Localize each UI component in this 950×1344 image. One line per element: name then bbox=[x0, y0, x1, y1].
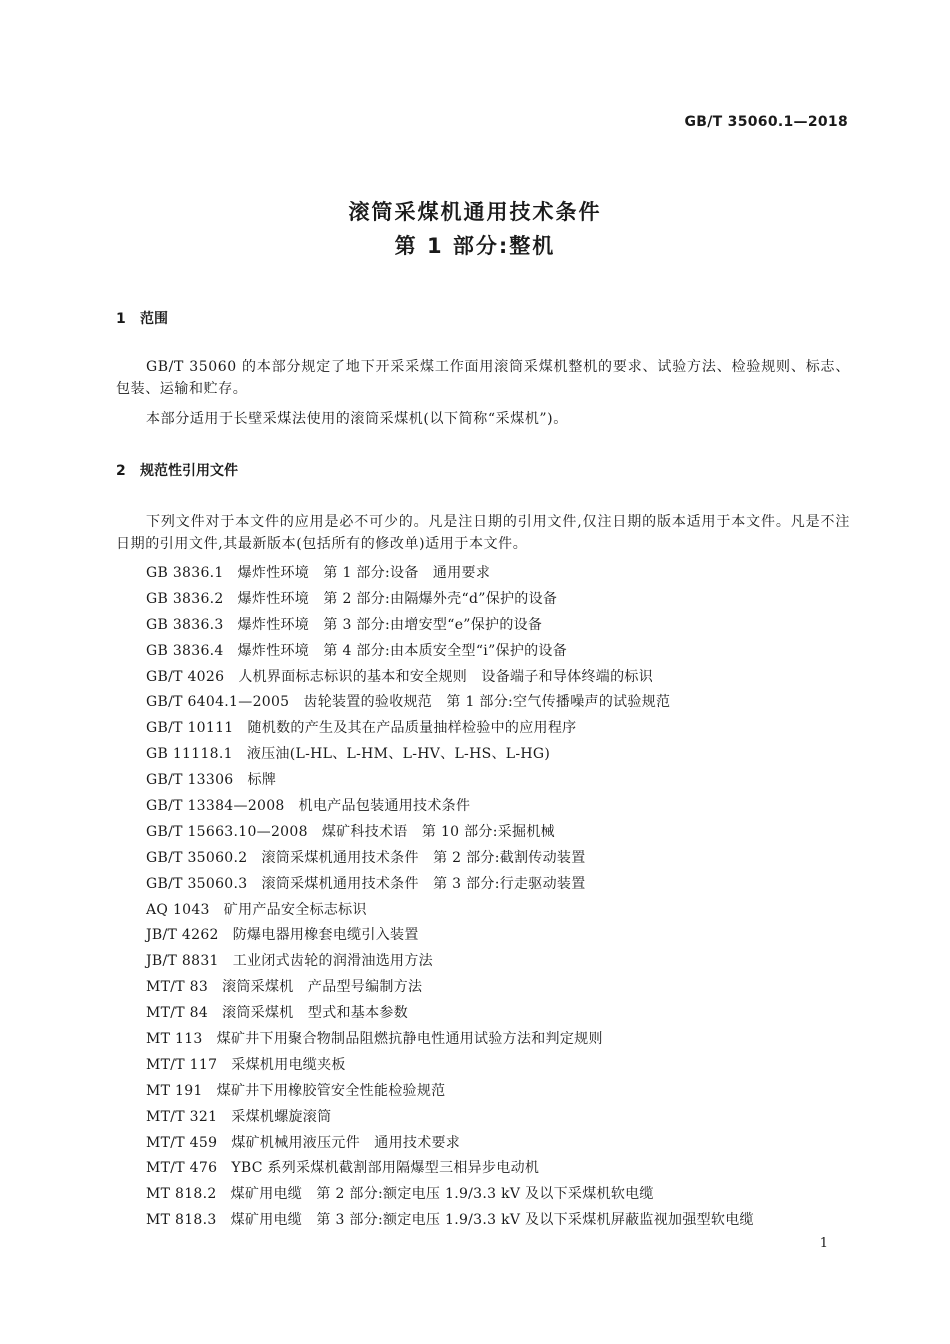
reference-item bbox=[146, 872, 866, 898]
reference-code: MT 818.3 bbox=[146, 1212, 217, 1229]
section-number: 1 bbox=[116, 311, 126, 327]
reference-item bbox=[146, 898, 866, 924]
reference-code: GB 3836.1 bbox=[146, 565, 224, 581]
section-title: 范围 bbox=[140, 311, 168, 327]
reference-code: MT 191 bbox=[146, 1082, 203, 1099]
reference-item bbox=[146, 1182, 866, 1208]
reference-title: 爆炸性环境 第 3 部分:由增安型“e”保护的设备 bbox=[237, 616, 543, 633]
reference-title: 爆炸性环境 第 1 部分:设备 通用要求 bbox=[237, 565, 491, 581]
reference-code: GB/T 13384—2008 bbox=[146, 798, 285, 815]
section-heading-scope bbox=[116, 308, 168, 328]
reference-title: 滚筒采煤机 型式和基本参数 bbox=[222, 1005, 408, 1022]
reference-item bbox=[146, 1105, 866, 1131]
reference-code: GB 3836.3 bbox=[146, 616, 224, 633]
reference-code: MT 113 bbox=[146, 1031, 203, 1048]
reference-code: GB 3836.2 bbox=[146, 590, 224, 607]
reference-title: 采煤机用电缆夹板 bbox=[231, 1056, 346, 1073]
reference-title: 采煤机螺旋滚筒 bbox=[231, 1108, 332, 1125]
reference-item bbox=[146, 1001, 866, 1027]
reference-title: 工业闭式齿轮的润滑油选用方法 bbox=[232, 953, 433, 970]
reference-title: 煤矿科技术语 第 10 部分:采掘机械 bbox=[321, 823, 555, 840]
reference-code: MT/T 476 bbox=[146, 1160, 218, 1177]
reference-title: 滚筒采煤机 产品型号编制方法 bbox=[222, 979, 423, 996]
reference-item bbox=[146, 1156, 866, 1182]
reference-title: 矿用产品安全标志标识 bbox=[223, 901, 367, 918]
reference-title: 煤矿用电缆 第 3 部分:额定电压 1.9/3.3 kV 及以下采煤机屏蔽监视加强型软电缆 bbox=[230, 1212, 754, 1229]
reference-code: GB/T 4026 bbox=[146, 668, 225, 685]
reference-title: 齿轮装置的验收规范 第 1 部分:空气传播噪声的试验规范 bbox=[303, 694, 671, 711]
reference-title: 煤矿用电缆 第 2 部分:额定电压 1.9/3.3 kV 及以下采煤机软电缆 bbox=[230, 1186, 654, 1203]
standard-code: GB/T 35060.1—2018 bbox=[684, 114, 848, 130]
section-title: 规范性引用文件 bbox=[140, 463, 238, 479]
reference-item bbox=[146, 794, 866, 820]
reference-code: GB 3836.4 bbox=[146, 642, 224, 659]
reference-code: MT/T 83 bbox=[146, 979, 209, 996]
section-number: 2 bbox=[116, 463, 126, 479]
reference-item bbox=[146, 820, 866, 846]
reference-title: 人机界面标志标识的基本和安全规则 设备端子和导体终端的标识 bbox=[238, 668, 654, 685]
reference-item bbox=[146, 1053, 866, 1079]
reference-list bbox=[146, 561, 866, 1234]
reference-code: AQ 1043 bbox=[146, 901, 210, 918]
reference-item bbox=[146, 665, 866, 691]
reference-title: 爆炸性环境 第 4 部分:由本质安全型“i”保护的设备 bbox=[237, 642, 568, 659]
reference-title: 标牌 bbox=[247, 772, 277, 789]
page-number: 1 bbox=[819, 1236, 828, 1251]
reference-item bbox=[146, 768, 866, 794]
paragraph: 下列文件对于本文件的应用是必不可少的。凡是注日期的引用文件,仅注日期的版本适用于本文件。凡是不注日期的引用文件,其最新版本(包括所有的修改单)适用于本文件。 bbox=[116, 514, 850, 552]
reference-code: MT 818.2 bbox=[146, 1186, 217, 1203]
reference-title: 液压油(L-HL、L-HM、L-HV、L-HS、L-HG) bbox=[246, 746, 551, 763]
reference-title: 煤矿井下用聚合物制品阻燃抗静电性通用试验方法和判定规则 bbox=[216, 1031, 603, 1048]
reference-title: 机电产品包装通用技术条件 bbox=[298, 798, 471, 815]
reference-code: GB/T 35060.3 bbox=[146, 875, 248, 892]
reference-title: 滚筒采煤机通用技术条件 第 2 部分:截割传动装置 bbox=[261, 849, 586, 866]
reference-code: MT/T 117 bbox=[146, 1056, 218, 1073]
reference-item bbox=[146, 561, 866, 587]
reference-code: GB/T 35060.2 bbox=[146, 849, 248, 866]
reference-code: MT/T 321 bbox=[146, 1108, 218, 1125]
reference-code: MT/T 84 bbox=[146, 1005, 209, 1022]
paragraph: GB/T 35060 的本部分规定了地下开采采煤工作面用滚筒采煤机整机的要求、试验方法、检验规则、标志、包装、运输和贮存。 bbox=[116, 359, 850, 397]
reference-item bbox=[146, 1208, 866, 1234]
reference-code: JB/T 4262 bbox=[146, 927, 219, 944]
reference-title: 防爆电器用橡套电缆引入装置 bbox=[232, 927, 419, 944]
document-subtitle: 第 1 部分:整机 bbox=[394, 234, 556, 258]
reference-title: 煤矿机械用液压元件 通用技术要求 bbox=[231, 1134, 461, 1151]
reference-code: GB 11118.1 bbox=[146, 746, 233, 763]
reference-code: JB/T 8831 bbox=[146, 953, 219, 970]
reference-title: 煤矿井下用橡胶管安全性能检验规范 bbox=[216, 1082, 446, 1099]
reference-code: GB/T 10111 bbox=[146, 720, 234, 737]
reference-item bbox=[146, 639, 866, 665]
reference-title: 滚筒采煤机通用技术条件 第 3 部分:行走驱动装置 bbox=[261, 875, 586, 892]
reference-item bbox=[146, 690, 866, 716]
section-heading-normative-references bbox=[116, 460, 238, 480]
reference-item bbox=[146, 975, 866, 1001]
reference-title: YBC 系列采煤机截割部用隔爆型三相异步电动机 bbox=[231, 1160, 540, 1177]
reference-code: GB/T 6404.1—2005 bbox=[146, 694, 290, 711]
reference-item bbox=[146, 1131, 866, 1157]
reference-item bbox=[146, 1079, 866, 1105]
reference-item bbox=[146, 716, 866, 742]
reference-item bbox=[146, 742, 866, 768]
reference-item bbox=[146, 613, 866, 639]
reference-code: GB/T 15663.10—2008 bbox=[146, 823, 308, 840]
paragraph: 本部分适用于长壁采煤法使用的滚筒采煤机(以下简称“采煤机”)。 bbox=[146, 411, 568, 427]
reference-code: GB/T 13306 bbox=[146, 772, 234, 789]
reference-item bbox=[146, 587, 866, 613]
reference-code: MT/T 459 bbox=[146, 1134, 218, 1151]
reference-item bbox=[146, 949, 866, 975]
reference-item bbox=[146, 846, 866, 872]
reference-item bbox=[146, 923, 866, 949]
document-title: 滚筒采煤机通用技术条件 bbox=[348, 200, 602, 224]
reference-title: 爆炸性环境 第 2 部分:由隔爆外壳“d”保护的设备 bbox=[237, 590, 558, 607]
reference-item bbox=[146, 1027, 866, 1053]
reference-title: 随机数的产生及其在产品质量抽样检验中的应用程序 bbox=[247, 720, 577, 737]
